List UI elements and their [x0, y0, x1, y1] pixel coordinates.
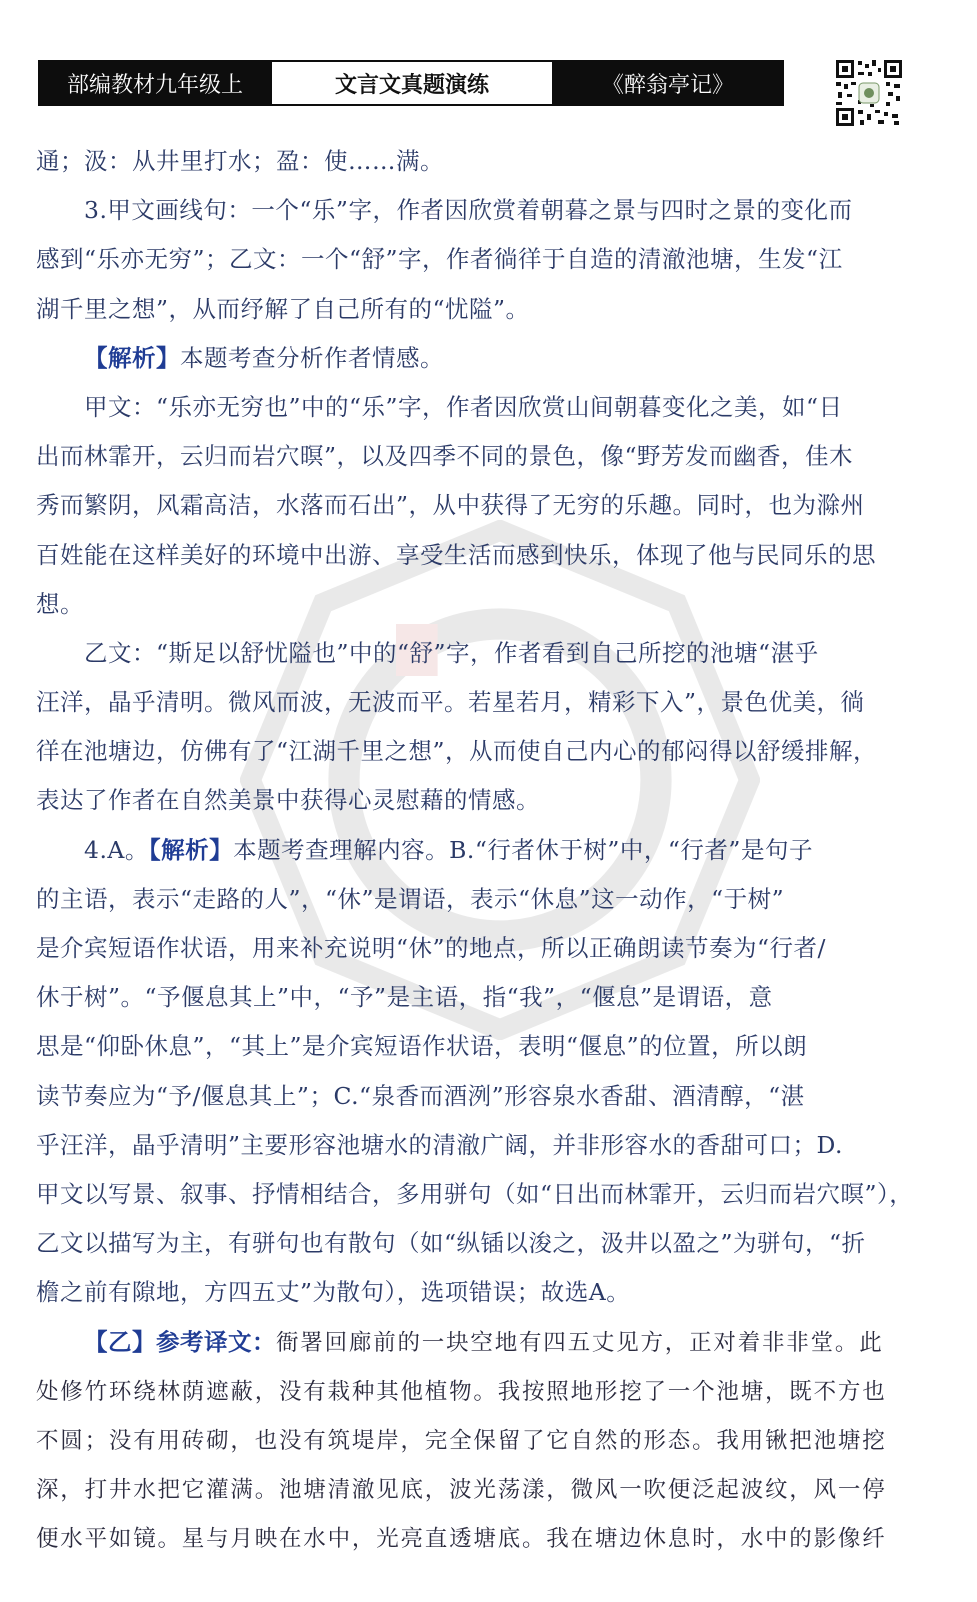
line-text: 想。: [36, 589, 84, 618]
header-textbook: 部编教材九年级上: [38, 60, 272, 106]
text-line: [36, 1318, 908, 1367]
analysis-tag: 【乙】参考译文：: [84, 1327, 276, 1356]
header-section: 文言文真题演练: [272, 60, 552, 106]
line-text: 本题考查分析作者情感。: [180, 343, 444, 372]
line-text: 深，打井水把它灌满。池塘清澈见底，波光荡漾，微风一吹便泛起波纹，风一停: [36, 1477, 887, 1504]
line-text: 乙文以描写为主，有骈句也有散句（如“纵锸以浚之，汲井以盈之”为骈句，“折: [36, 1229, 866, 1258]
text-line: [36, 678, 908, 727]
line-text: 不圆；没有用砖砌，也没有筑堤岸，完全保留了它自然的形态。我用锹把池塘挖: [36, 1427, 887, 1454]
text-line: [36, 924, 908, 973]
text-line: [36, 1514, 908, 1563]
text-line: [36, 580, 908, 629]
text-line: [36, 1022, 908, 1071]
text-line: [36, 481, 908, 530]
line-text: 檐之前有隙地，方四五丈”为散句），选项错误；故选A。: [36, 1278, 631, 1307]
text-line: [36, 1219, 908, 1268]
text-line: [36, 1465, 908, 1514]
text-line: [36, 776, 908, 825]
line-text: 汪洋，晶乎清明。微风而波，无波而平。若星若月，精彩下入”，景色优美，徜: [36, 688, 865, 717]
text-line: [36, 531, 908, 580]
line-text: 甲文以写景、叙事、抒情相结合，多用骈句（如“日出而林霏开，云归而岩穴暝”），: [36, 1179, 914, 1208]
analysis-tag: 【解析】: [84, 343, 180, 372]
line-text: 湖千里之想”，从而纾解了自己所有的“忧隘”。: [36, 294, 530, 323]
text-line: [36, 334, 908, 383]
text-line: [36, 1367, 908, 1416]
text-line: [36, 1416, 908, 1465]
line-text: 表达了作者在自然美景中获得心灵慰藉的情感。: [36, 786, 540, 815]
text-line: [36, 137, 908, 186]
text-line: [36, 285, 908, 334]
analysis-tag: 【解析】: [148, 835, 234, 864]
header-title: 《醉翁亭记》: [552, 60, 784, 106]
text-line: [36, 875, 908, 924]
line-text: 衙署回廊前的一块空地有四五丈见方，正对着非非堂。此: [276, 1329, 884, 1356]
qr-code-icon: [834, 58, 904, 128]
text-line: [36, 235, 908, 284]
text-line: [36, 973, 908, 1022]
text-line: [36, 1170, 914, 1219]
line-text: 的主语，表示“走路的人”，“休”是谓语，表示“休息”这一动作，“于树”: [36, 884, 785, 913]
text-line: [36, 629, 908, 678]
text-line: [36, 383, 908, 432]
text-line: [36, 1121, 908, 1170]
line-text: 便水平如镜。星与月映在水中，光亮直透塘底。我在塘边休息时，水中的影像纤: [36, 1526, 887, 1553]
text-line: [36, 826, 908, 875]
line-text: 本题考查理解内容。B.“行者休于树”中，“行者”是句子: [233, 835, 813, 864]
line-text: 读节奏应为“予/偃息其上”；C.“泉香而酒洌”形容泉水香甜、酒清醇，“湛: [36, 1081, 805, 1110]
text-line: [36, 432, 908, 481]
text-line: [36, 727, 908, 776]
line-text: 出而林霏开，云归而岩穴暝”，以及四季不同的景色，像“野芳发而幽香，佳木: [36, 442, 854, 471]
line-text: 思是“仰卧休息”，“其上”是介宾短语作状语，表明“偃息”的位置，所以朗: [36, 1032, 808, 1061]
text-line: [36, 1072, 908, 1121]
line-text: 通；汲：从井里打水；盈：使……满。: [36, 147, 444, 175]
line-text: 百姓能在这样美好的环境中出游、享受生活而感到快乐，体现了他与民同乐的思: [36, 540, 876, 569]
line-text: 休于树”。“予偃息其上”中，“予”是主语，指“我”，“偃息”是谓语，意: [36, 983, 773, 1012]
text-line: [36, 186, 908, 235]
line-text: 甲文：“乐亦无穷也”中的“乐”字，作者因欣赏山间朝暮变化之美，如“日: [84, 392, 843, 421]
line-text: 徉在池塘边，仿佛有了“江湖千里之想”，从而使自己内心的郁闷得以舒缓排解，: [36, 737, 878, 766]
item-number: 4.A。: [84, 835, 149, 864]
line-text: 处修竹环绕林荫遮蔽，没有栽种其他植物。我按照地形挖了一个池塘，既不方也: [36, 1378, 887, 1405]
answer-content: [36, 137, 914, 1563]
line-text: 感到“乐亦无穷”；乙文：一个“舒”字，作者徜徉于自造的清澈池塘，生发“江: [36, 245, 843, 274]
line-text: 乙文：“斯足以舒忧隘也”中的“舒”字，作者看到自己所挖的池塘“湛乎: [84, 638, 819, 667]
header-bar: [38, 60, 784, 106]
line-text: 秀而繁阴，风霜高洁，水落而石出”，从中获得了无穷的乐趣。同时，也为滁州: [36, 491, 865, 520]
line-text: 3.甲文画线句：一个“乐”字，作者因欣赏着朝暮之景与四时之景的变化而: [84, 196, 853, 225]
line-text: 是介宾短语作状语，用来补充说明“休”的地点，所以正确朗读节奏为“行者/: [36, 934, 826, 962]
line-text: 乎汪洋，晶乎清明”主要形容池塘水的清澈广阔，并非形容水的香甜可口；D.: [36, 1130, 843, 1159]
text-line: [36, 1268, 908, 1317]
